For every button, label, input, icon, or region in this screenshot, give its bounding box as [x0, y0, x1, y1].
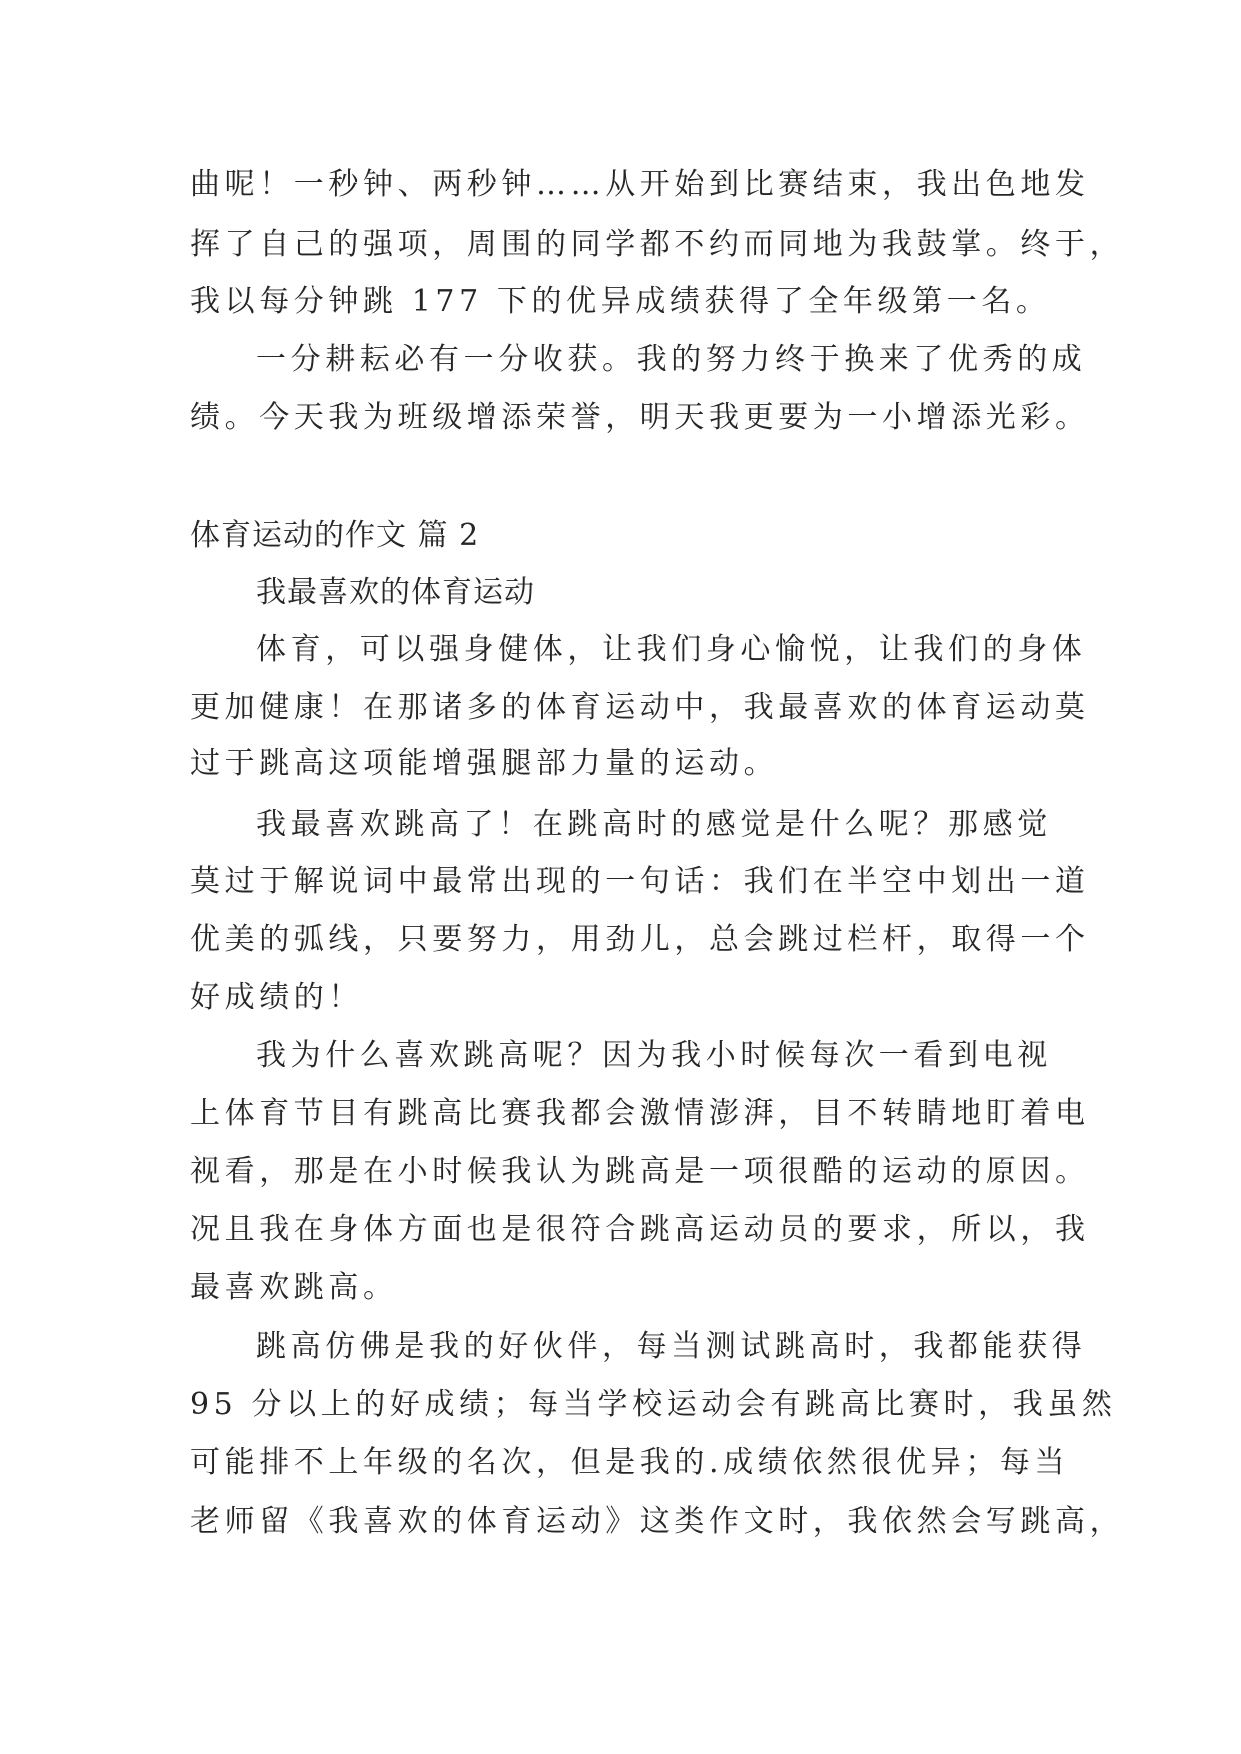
text-line: 况且我在身体方面也是很符合跳高运动员的要求，所以，我	[190, 1212, 1090, 1247]
text-line: 我以每分钟跳 177 下的优异成绩获得了全年级第一名。	[190, 284, 1051, 319]
text-line: 曲呢！一秒钟、两秒钟……从开始到比赛结束，我出色地发	[190, 167, 1090, 202]
paragraph-start: 体育，可以强身健体，让我们身心愉悦，让我们的身体	[256, 632, 1087, 667]
text-line: 莫过于解说词中最常出现的一句话：我们在半空中划出一道	[190, 864, 1090, 899]
essay-title: 我最喜欢的体育运动	[256, 575, 535, 610]
text-line: 绩。今天我为班级增添荣誉，明天我更要为一小增添光彩。	[190, 400, 1090, 435]
text-line: 上体育节目有跳高比赛我都会激情澎湃，目不转睛地盯着电	[190, 1096, 1090, 1131]
text-line: 挥了自己的强项，周围的同学都不约而同地为我鼓掌。终于，	[190, 227, 1125, 262]
text-line: 优美的弧线，只要努力，用劲儿，总会跳过栏杆，取得一个	[190, 922, 1090, 957]
text-line: 更加健康！在那诸多的体育运动中，我最喜欢的体育运动莫	[190, 690, 1090, 725]
paragraph-start: 一分耕耘必有一分收获。我的努力终于换来了优秀的成	[256, 342, 1087, 377]
text-line: 可能排不上年级的名次，但是我的.成绩依然很优异；每当	[190, 1445, 1070, 1480]
text-line: 视看，那是在小时候我认为跳高是一项很酷的运动的原因。	[190, 1154, 1090, 1189]
paragraph-start: 我为什么喜欢跳高呢？因为我小时候每次一看到电视	[256, 1038, 1052, 1073]
essay-heading: 体育运动的作文 篇 2	[190, 518, 480, 553]
text-line: 95 分以上的好成绩；每当学校运动会有跳高比赛时，我虽然	[190, 1387, 1117, 1422]
text-line: 过于跳高这项能增强腿部力量的运动。	[190, 746, 779, 781]
text-line: 老师留《我喜欢的体育运动》这类作文时，我依然会写跳高，	[190, 1504, 1125, 1539]
paragraph-start: 我最喜欢跳高了！在跳高时的感觉是什么呢？那感觉	[256, 807, 1052, 842]
paragraph-start: 跳高仿佛是我的好伙伴，每当测试跳高时，我都能获得	[256, 1329, 1087, 1364]
text-line: 好成绩的！	[190, 980, 363, 1015]
text-line: 最喜欢跳高。	[190, 1270, 398, 1305]
